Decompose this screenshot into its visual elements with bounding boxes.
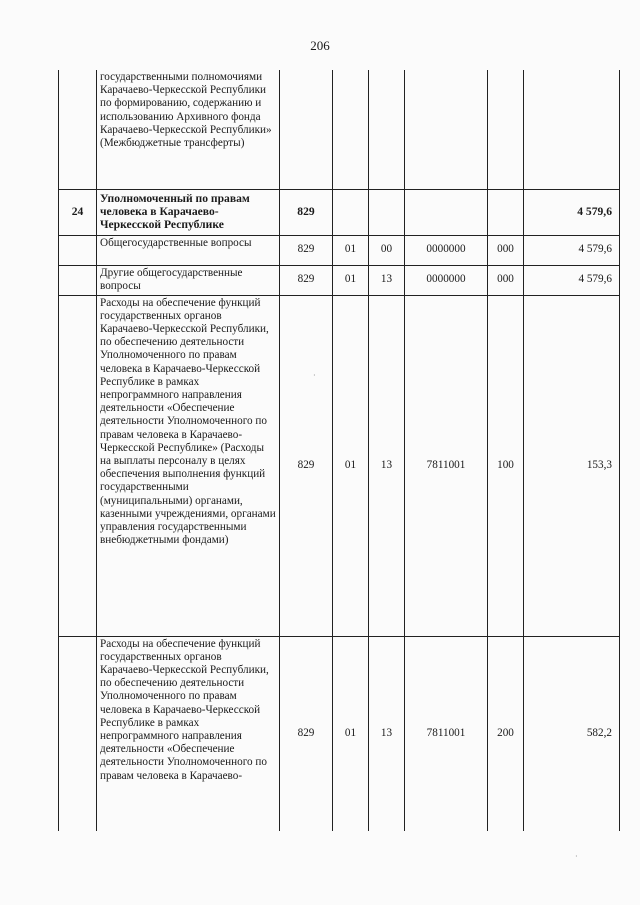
- table-row: [59, 189, 620, 235]
- amount-cell: 4 579,6: [524, 265, 620, 295]
- target-article-cell: 0000000: [405, 235, 488, 265]
- subsection-code-cell: 00: [369, 235, 405, 265]
- ministry-code-cell: 829: [280, 189, 333, 235]
- table-row: [59, 636, 620, 831]
- expense-type-cell: 000: [488, 235, 524, 265]
- item-name-cell: Уполномоченный по правам человека в Карачаево-Черкесской Республике: [97, 189, 280, 235]
- row-number-cell: [59, 70, 97, 189]
- section-code-cell: [333, 70, 369, 189]
- row-number-cell: [59, 235, 97, 265]
- subsection-code-cell: [369, 70, 405, 189]
- subsection-code-cell: 13: [369, 636, 405, 831]
- target-article-cell: 0000000: [405, 265, 488, 295]
- amount-cell: 4 579,6: [524, 235, 620, 265]
- amount-cell: 4 579,6: [524, 189, 620, 235]
- expense-type-cell: [488, 70, 524, 189]
- section-code-cell: 01: [333, 636, 369, 831]
- item-name-cell: Общегосударственные вопросы: [97, 235, 280, 265]
- ministry-code-cell: [280, 70, 333, 189]
- subsection-code-cell: 13: [369, 295, 405, 636]
- row-number-cell: 24: [59, 189, 97, 235]
- ministry-code-cell: 829: [280, 295, 333, 636]
- target-article-cell: 7811001: [405, 295, 488, 636]
- expense-type-cell: 200: [488, 636, 524, 831]
- item-name-cell: государственными полномочиями Карачаево-Черкесской Республики по формированию, содержанию и использованию Архивного фонда Карачаево-Черкесской Республики» (Межбюджетные трансферты): [97, 70, 280, 189]
- section-code-cell: [333, 189, 369, 235]
- row-number-cell: [59, 265, 97, 295]
- expense-type-cell: [488, 189, 524, 235]
- page-number: 206: [310, 38, 330, 53]
- subsection-code-cell: 13: [369, 265, 405, 295]
- table-row: [59, 295, 620, 636]
- row-number-cell: [59, 636, 97, 831]
- item-name-cell: Расходы на обеспечение функций государственных органов Карачаево-Черкесской Республики, по обеспечению деятельности Уполномоченного по правам человека в Карачаево-Черкесской Республике в рамках непрограммного направления деятельности «Обеспечение деятельности Уполномоченного по правам человека в Карачаево-: [97, 636, 280, 831]
- table-row: [59, 235, 620, 265]
- section-code-cell: 01: [333, 295, 369, 636]
- subsection-code-cell: [369, 189, 405, 235]
- scan-speck: ·: [313, 371, 316, 380]
- amount-cell: 582,2: [524, 636, 620, 831]
- target-article-cell: 7811001: [405, 636, 488, 831]
- expense-type-cell: 000: [488, 265, 524, 295]
- section-code-cell: 01: [333, 265, 369, 295]
- table-row: [59, 265, 620, 295]
- table-row: [59, 70, 620, 189]
- scan-speck: ·: [575, 852, 578, 861]
- ministry-code-cell: 829: [280, 636, 333, 831]
- amount-cell: [524, 70, 620, 189]
- item-name-cell: Расходы на обеспечение функций государственных органов Карачаево-Черкесской Республики, по обеспечению деятельности Уполномоченного по правам человека в Карачаево-Черкесской Республике в рамках непрограммного направления деятельности «Обеспечение деятельности Уполномоченного по правам человека в Карачаево-Черкесской Республике» (Расходы на выплаты персоналу в целях обеспечения выполнения функций государственными (муниципальными) органами, казенными учреждениями, органами управления государственными внебюджетными фондами): [97, 295, 280, 636]
- amount-cell: 153,3: [524, 295, 620, 636]
- expense-type-cell: 100: [488, 295, 524, 636]
- item-name-cell: Другие общегосударственные вопросы: [97, 265, 280, 295]
- ministry-code-cell: 829: [280, 235, 333, 265]
- section-code-cell: 01: [333, 235, 369, 265]
- row-number-cell: [59, 295, 97, 636]
- target-article-cell: [405, 189, 488, 235]
- budget-table: [58, 70, 620, 831]
- target-article-cell: [405, 70, 488, 189]
- ministry-code-cell: 829: [280, 265, 333, 295]
